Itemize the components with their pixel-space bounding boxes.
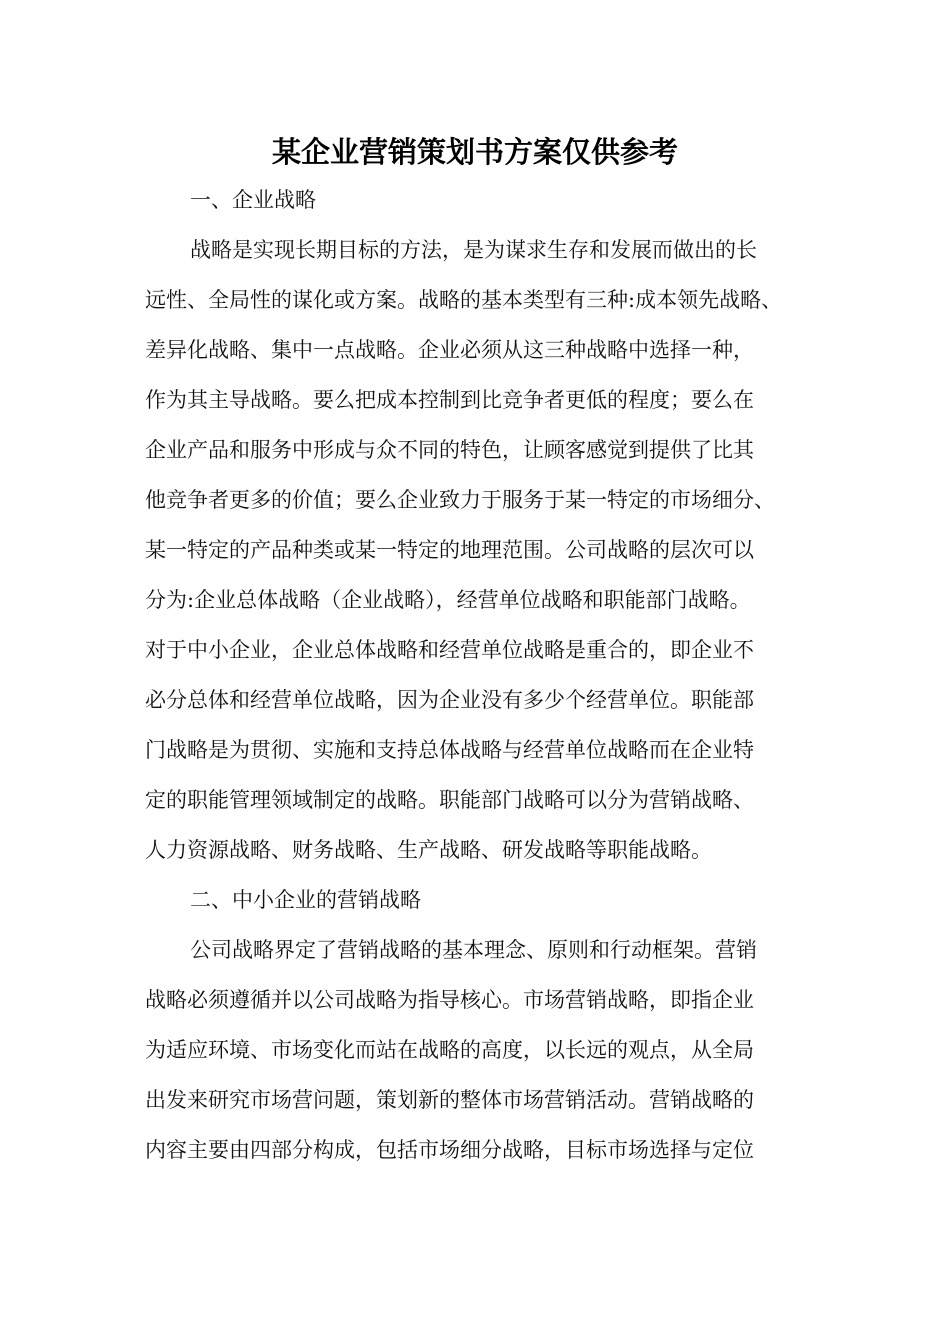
paragraph-1-line: 差异化战略、集中一点战略。企业必须从这三种战略中选择一种，	[145, 338, 754, 362]
paragraph-1-line: 门战略是为贯彻、实施和支持总体战略与经营单位战略而在企业特	[145, 738, 754, 762]
paragraph-2-line: 内容主要由四部分构成，包括市场细分战略，目标市场选择与定位	[145, 1138, 754, 1162]
section-heading-1: 一、企业战略	[190, 188, 316, 212]
paragraph-1-line: 远性、全局性的谋化或方案。战略的基本类型有三种:成本领先战略、	[145, 288, 783, 312]
paragraph-1-line: 某一特定的产品种类或某一特定的地理范围。公司战略的层次可以	[145, 538, 754, 562]
paragraph-1-line: 分为:企业总体战略（企业战略），经营单位战略和职能部门战略。	[145, 588, 751, 612]
section-heading-2: 二、中小企业的营销战略	[190, 888, 421, 912]
paragraph-1-line: 定的职能管理领域制定的战略。职能部门战略可以分为营销战略、	[145, 788, 754, 812]
paragraph-1-line: 作为其主导战略。要么把成本控制到比竞争者更低的程度；要么在	[145, 388, 754, 412]
paragraph-2-line: 为适应环境、市场变化而站在战略的高度，以长远的观点，从全局	[145, 1038, 754, 1062]
paragraph-2-line: 出发来研究市场营问题，策划新的整体市场营销活动。营销战略的	[145, 1088, 754, 1112]
paragraph-1-line: 他竞争者更多的价值；要么企业致力于服务于某一特定的市场细分、	[145, 488, 775, 512]
paragraph-1-line: 战略是实现长期目标的方法，是为谋求生存和发展而做出的长	[190, 238, 757, 262]
paragraph-2-line: 战略必须遵循并以公司战略为指导核心。市场营销战略，即指企业	[145, 988, 754, 1012]
paragraph-1-line: 必分总体和经营单位战略，因为企业没有多少个经营单位。职能部	[145, 688, 754, 712]
document-title: 某企业营销策划书方案仅供参考	[271, 135, 678, 169]
paragraph-1-line: 人力资源战略、财务战略、生产战略、研发战略等职能战略。	[145, 838, 712, 862]
paragraph-1-line: 对于中小企业，企业总体战略和经营单位战略是重合的，即企业不	[145, 638, 754, 662]
paragraph-2-line: 公司战略界定了营销战略的基本理念、原则和行动框架。营销	[190, 938, 757, 962]
paragraph-1-line: 企业产品和服务中形成与众不同的特色，让顾客感觉到提供了比其	[145, 438, 754, 462]
